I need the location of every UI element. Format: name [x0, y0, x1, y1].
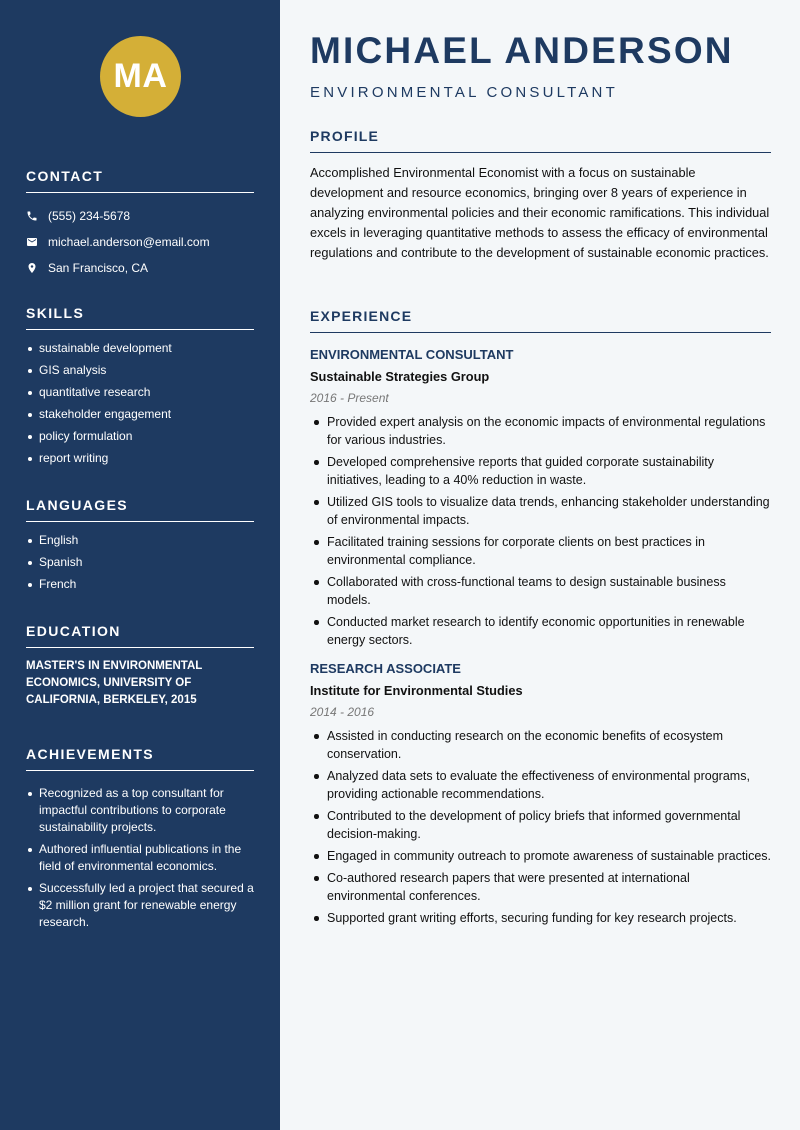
job-bullet: Contributed to the development of policy briefs that informed governmental decision-making. [310, 807, 771, 843]
profile-text: Accomplished Environmental Economist with a focus on sustainable development and resource economics, bringing over 8 years of experience in analyzing environmental policies and their economic ramifications. This individual excels in leveraging quantitative methods to assess the efficacy of environmental regulations and contribute to the development of sustainable economic practices. [310, 165, 770, 260]
job-bullet: Conducted market research to identify economic opportunities in renewable energy sectors. [310, 613, 771, 649]
job-role: ENVIRONMENTAL CONSULTANT [310, 347, 514, 362]
achievements-heading: ACHIEVEMENTS [26, 746, 254, 771]
job-company: Institute for Environmental Studies [310, 683, 523, 698]
candidate-title: ENVIRONMENTAL CONSULTANT [310, 84, 618, 101]
language-item: Spanish [26, 554, 254, 571]
experience-section [310, 308, 771, 931]
job-dates: 2016 - Present [310, 391, 389, 405]
job-bullets [310, 413, 771, 649]
achievement-item: Successfully led a project that secured a $2 million grant for renewable energy research. [26, 880, 254, 931]
contact-section [26, 168, 254, 281]
profile-heading: PROFILE [310, 128, 771, 153]
job-bullet: Analyzed data sets to evaluate the effectiveness of environmental programs, providing actionable recommendations. [310, 767, 771, 803]
skill-item: policy formulation [26, 428, 254, 445]
language-item: French [26, 576, 254, 593]
skill-item: report writing [26, 450, 254, 467]
languages-heading: LANGUAGES [26, 497, 254, 522]
job-bullet: Engaged in community outreach to promote awareness of sustainable practices. [310, 847, 771, 865]
skills-heading: SKILLS [26, 305, 254, 330]
phone-icon [26, 210, 38, 222]
skill-item: sustainable development [26, 340, 254, 357]
job-company: Sustainable Strategies Group [310, 369, 490, 384]
job-bullet: Provided expert analysis on the economic impacts of environmental regulations for various industries. [310, 413, 771, 449]
skill-item: GIS analysis [26, 362, 254, 379]
contact-location [26, 255, 254, 281]
job-entry [310, 347, 771, 649]
contact-heading: CONTACT [26, 168, 254, 193]
job-dates: 2014 - 2016 [310, 705, 375, 719]
language-item: English [26, 532, 254, 549]
languages-section [26, 497, 254, 598]
job-bullet: Facilitated training sessions for corporate clients on best practices in environmental compliance. [310, 533, 771, 569]
languages-list [26, 532, 254, 593]
job-bullet: Collaborated with cross-functional teams to design sustainable business models. [310, 573, 771, 609]
job-bullet: Assisted in conducting research on the economic benefits of ecosystem conservation. [310, 727, 771, 763]
education-entry: MASTER'S IN ENVIRONMENTAL ECONOMICS, UNIVERSITY OF CALIFORNIA, BERKELEY, 2015 [26, 660, 203, 706]
skills-section [26, 305, 254, 472]
contact-phone[interactable] [26, 203, 254, 229]
avatar-initials: MA [113, 57, 168, 95]
job-bullet: Co-authored research papers that were presented at international environmental conferences. [310, 869, 771, 905]
achievements-list [26, 785, 254, 931]
skill-item: stakeholder engagement [26, 406, 254, 423]
candidate-name: MICHAEL ANDERSON [310, 30, 734, 71]
experience-heading: EXPERIENCE [310, 308, 771, 333]
sidebar [0, 0, 280, 1130]
job-entry [310, 661, 771, 927]
contact-location-text: San Francisco, CA [48, 261, 149, 275]
job-bullets [310, 727, 771, 927]
education-section [26, 623, 254, 709]
email-icon [26, 236, 38, 248]
job-role: RESEARCH ASSOCIATE [310, 661, 461, 676]
job-bullet: Supported grant writing efforts, securing funding for key research projects. [310, 909, 771, 927]
contact-phone-text: (555) 234-5678 [48, 209, 131, 223]
location-pin-icon [26, 262, 38, 274]
job-bullet: Developed comprehensive reports that guided corporate sustainability initiatives, leading to a 40% reduction in waste. [310, 453, 771, 489]
avatar [100, 36, 181, 117]
contact-email[interactable] [26, 229, 254, 255]
skills-list [26, 340, 254, 467]
skill-item: quantitative research [26, 384, 254, 401]
achievements-section [26, 746, 254, 936]
profile-section [310, 128, 771, 263]
contact-email-text: michael.anderson@email.com [48, 235, 210, 249]
job-bullet: Utilized GIS tools to visualize data trends, enhancing stakeholder understanding of environmental impacts. [310, 493, 771, 529]
achievement-item: Recognized as a top consultant for impactful contributions to corporate sustainability projects. [26, 785, 254, 836]
achievement-item: Authored influential publications in the field of environmental economics. [26, 841, 254, 875]
education-heading: EDUCATION [26, 623, 254, 648]
